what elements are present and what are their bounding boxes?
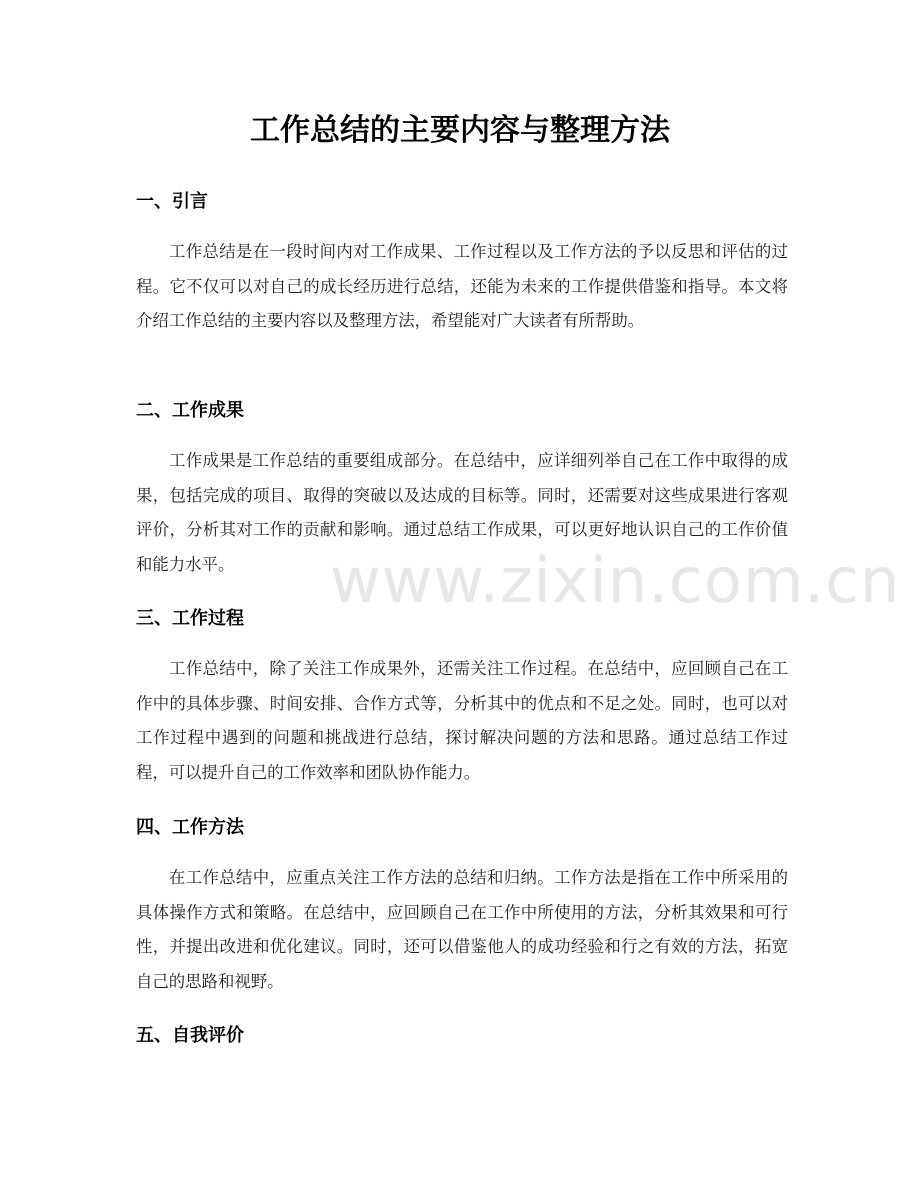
section-paragraph-methods: 在工作总结中，应重点关注工作方法的总结和归纳。工作方法是指在工作中所采用的具体操作方式和策略。在总结中，应回顾自己在工作中所使用的方法，分析其效果和可行性，并提出改进和优化建议。同时，还可以借鉴他人的成功经验和行之有效的方法，拓宽自己的思路和视野。 xyxy=(136,868,788,991)
section-heading-self-evaluation: 五、自我评价 xyxy=(136,1025,244,1046)
section-heading-results: 二、工作成果 xyxy=(136,400,244,421)
page-title: 工作总结的主要内容与整理方法 xyxy=(250,113,670,148)
watermark: www.zixin.com.cn xyxy=(330,544,901,617)
section-heading-introduction: 一、引言 xyxy=(136,191,208,212)
section-paragraph-results: 工作成果是工作总结的重要组成部分。在总结中，应详细列举自己在工作中取得的成果，包括完成的项目、取得的突破以及达成的目标等。同时，还需要对这些成果进行客观评价，分析其对工作的贡献和影响。通过总结工作成果，可以更好地认识自己的工作价值和能力水平。 xyxy=(136,451,788,574)
section-heading-methods: 四、工作方法 xyxy=(136,817,244,838)
section-paragraph-process: 工作总结中，除了关注工作成果外，还需关注工作过程。在总结中，应回顾自己在工作中的具体步骤、时间安排、合作方式等，分析其中的优点和不足之处。同时，也可以对工作过程中遇到的问题和挑战进行总结，探讨解决问题的方法和思路。通过总结工作过程，可以提升自己的工作效率和团队协作能力。 xyxy=(136,659,788,782)
section-paragraph-introduction: 工作总结是在一段时间内对工作成果、工作过程以及工作方法的予以反思和评估的过程。它不仅可以对自己的成长经历进行总结，还能为未来的工作提供借鉴和指导。本文将介绍工作总结的主要内容以及整理方法，希望能对广大读者有所帮助。 xyxy=(136,242,788,330)
section-heading-process: 三、工作过程 xyxy=(136,608,244,629)
